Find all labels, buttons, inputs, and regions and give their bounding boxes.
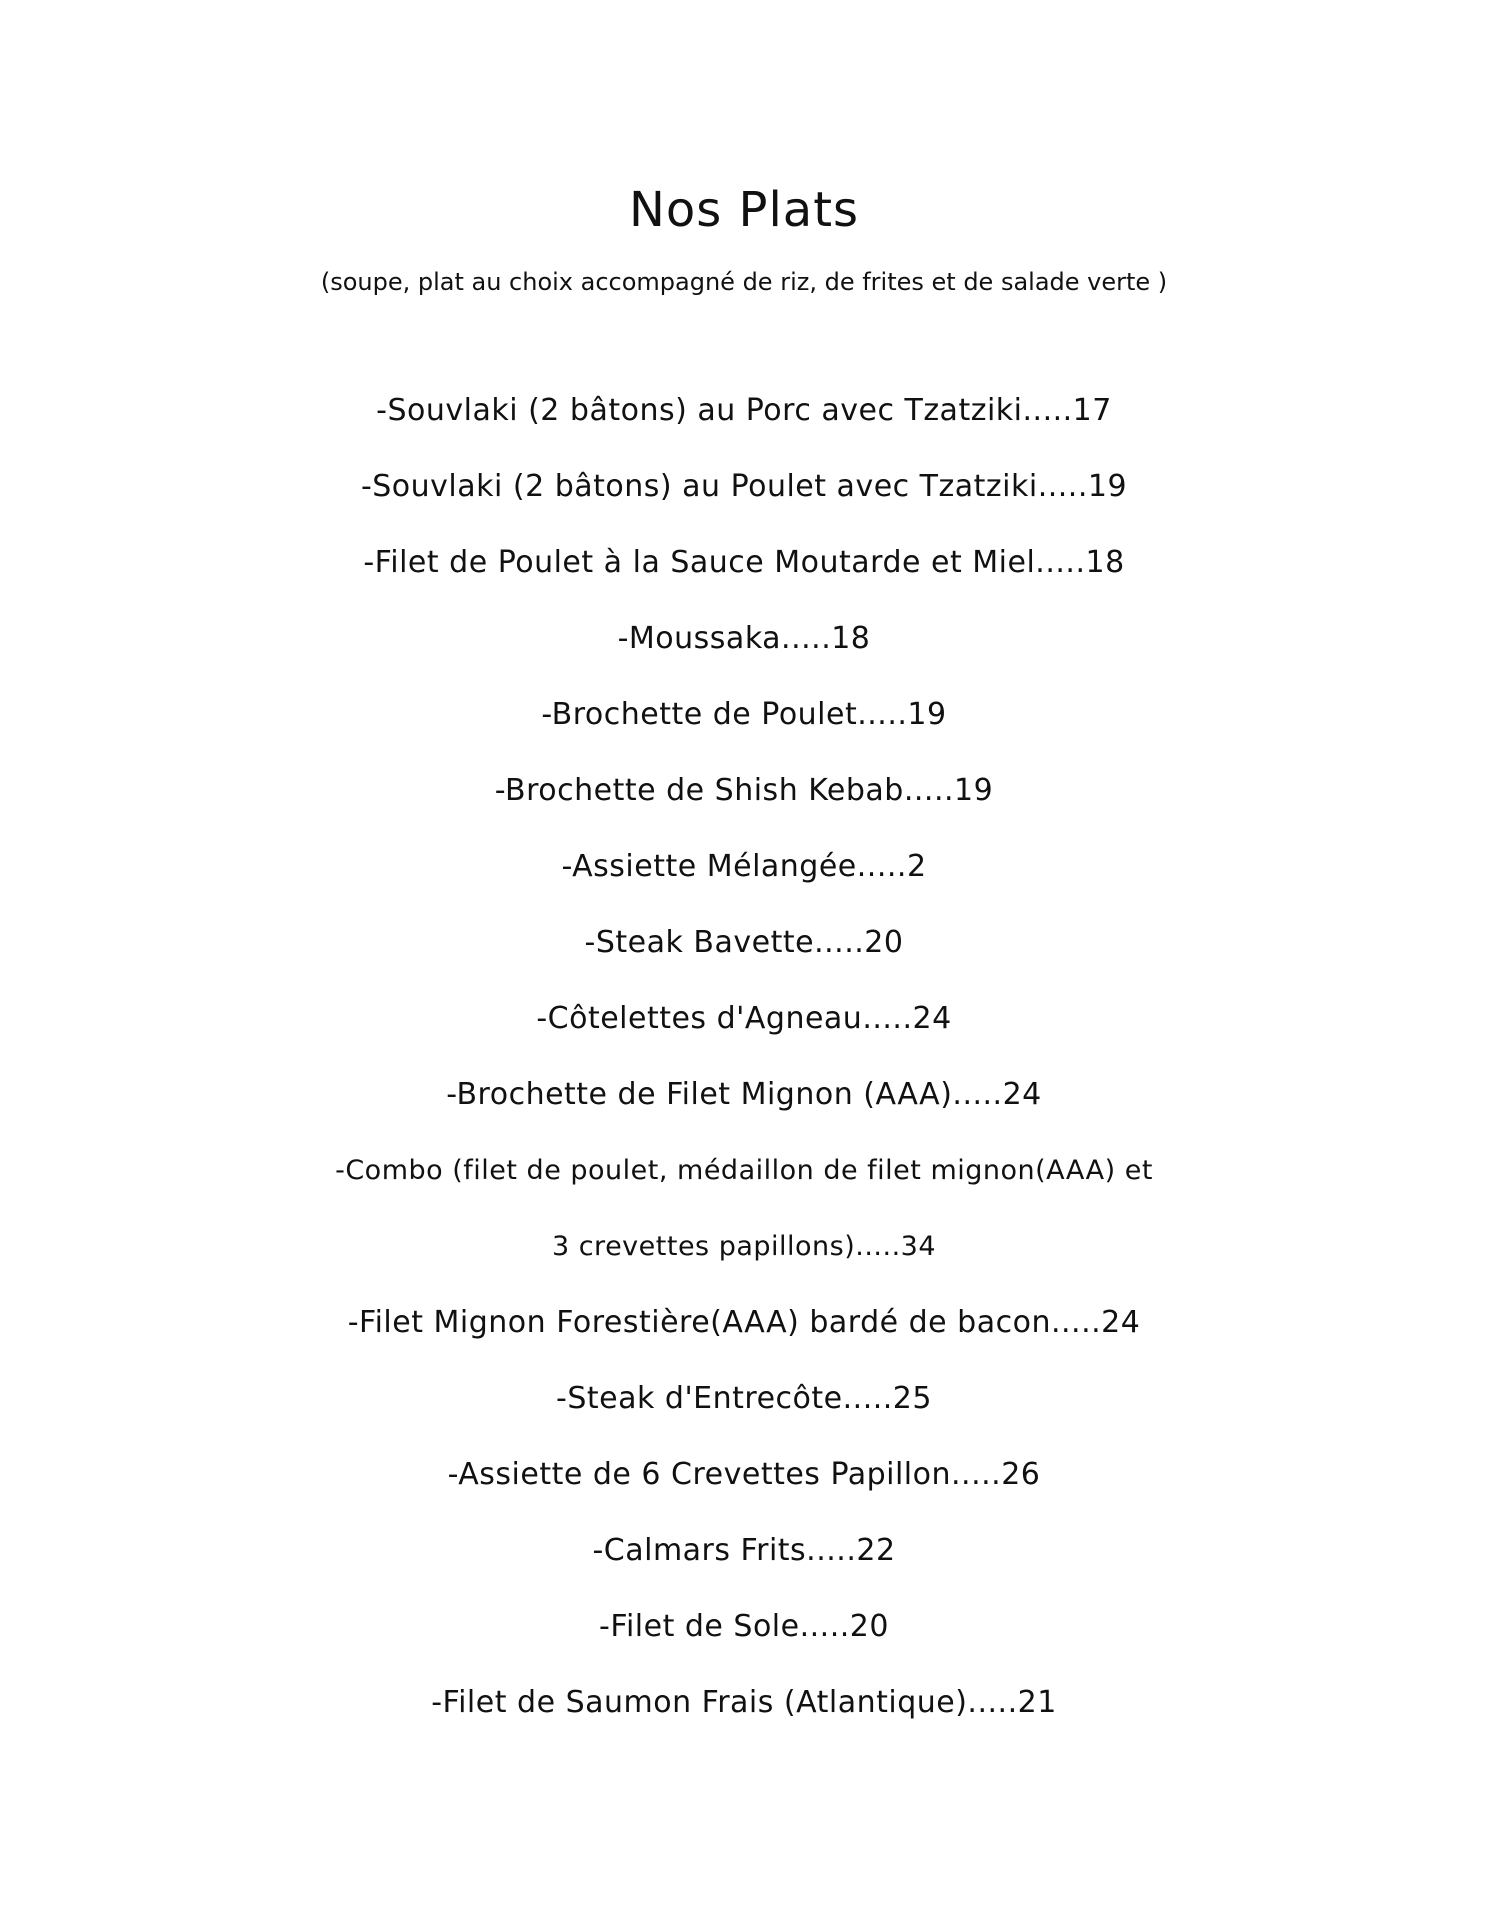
menu-item: -Moussaka.....18 (617, 621, 871, 656)
menu-item: -Filet de Poulet à la Sauce Moutarde et Miel.....18 (363, 545, 1125, 580)
menu-item: -Calmars Frits.....22 (592, 1533, 896, 1568)
menu-list (0, 388, 1488, 1756)
menu-item: -Souvlaki (2 bâtons) au Porc avec Tzatziki.....17 (376, 393, 1112, 428)
menu-item: -Assiette de 6 Crevettes Papillon.....26 (447, 1457, 1041, 1492)
menu-item: -Brochette de Filet Mignon (AAA).....24 (446, 1077, 1042, 1112)
menu-item: -Assiette Mélangée.....2 (561, 849, 927, 884)
menu-item: -Steak d'Entrecôte.....25 (556, 1381, 932, 1416)
menu-item: -Combo (filet de poulet, médaillon de filet mignon(AAA) et (335, 1155, 1153, 1186)
page-subtitle: (soupe, plat au choix accompagné de riz, de frites et de salade verte ) (320, 268, 1168, 296)
menu-item: -Filet Mignon Forestière(AAA) bardé de bacon.....24 (347, 1305, 1141, 1340)
menu-item: -Souvlaki (2 bâtons) au Poulet avec Tzatziki.....19 (360, 469, 1128, 504)
menu-item: -Filet de Sole.....20 (599, 1609, 889, 1644)
menu-item-continuation: 3 crevettes papillons).....34 (551, 1231, 937, 1262)
menu-item: -Brochette de Poulet.....19 (541, 697, 947, 732)
page-title: Nos Plats (628, 182, 860, 238)
menu-item: -Steak Bavette.....20 (584, 925, 904, 960)
menu-item: -Filet de Saumon Frais (Atlantique).....21 (431, 1685, 1057, 1720)
menu-item: -Côtelettes d'Agneau.....24 (536, 1001, 952, 1036)
menu-item: -Brochette de Shish Kebab.....19 (494, 773, 994, 808)
